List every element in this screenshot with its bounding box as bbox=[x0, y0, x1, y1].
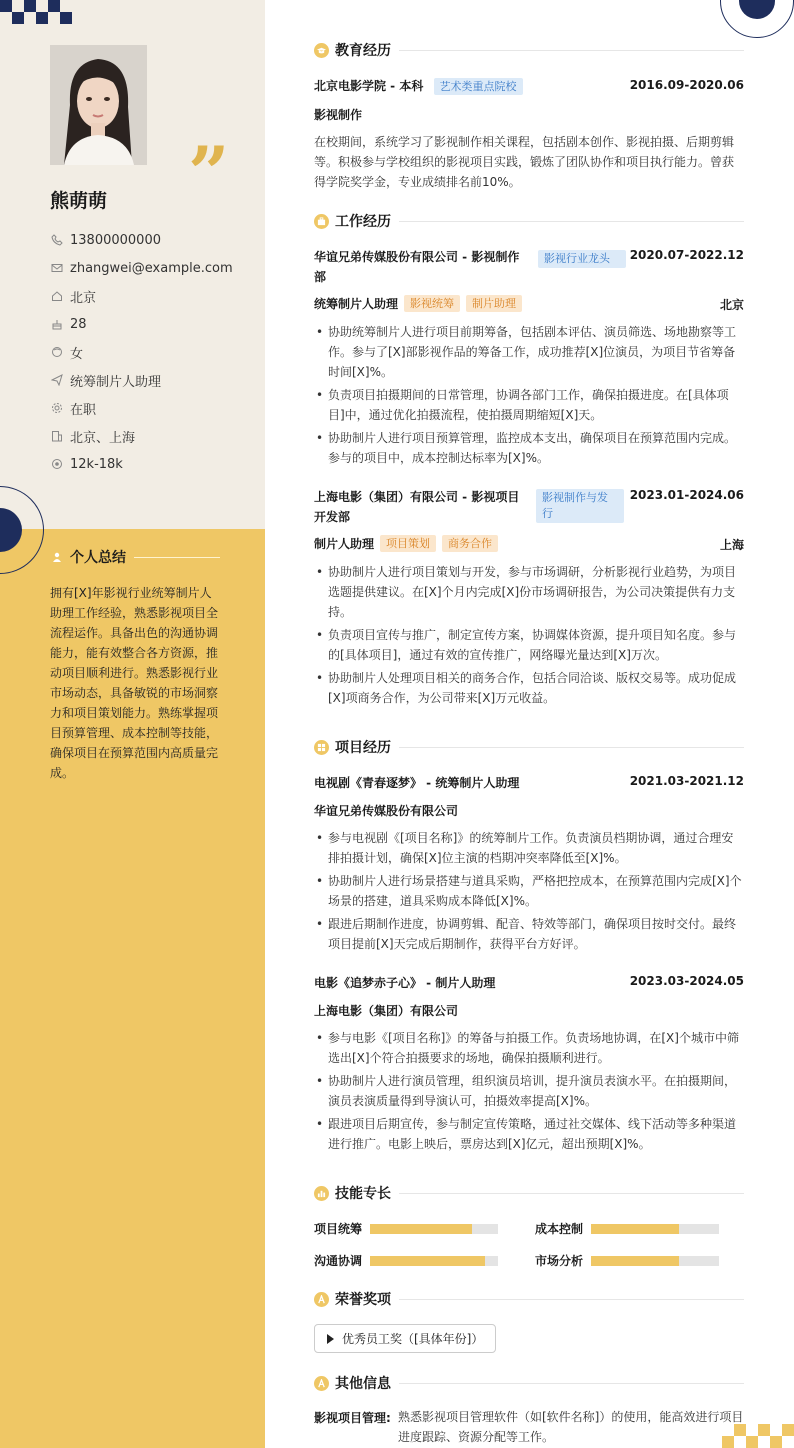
skill-bar bbox=[591, 1256, 719, 1266]
salary-value: 12k-18k bbox=[70, 456, 123, 472]
projects-rule bbox=[399, 747, 744, 748]
list-item: • 协助制片人进行项目策划与开发，参与市场调研，分析影视行业趋势，为项目选题提供建议。在[X]个月内完成[X]份市场调研报告，为公司决策提供有力支持。 bbox=[314, 562, 744, 622]
education-rule bbox=[399, 50, 744, 51]
skill-item bbox=[314, 1252, 362, 1269]
project-1-name: 电视剧《青春逐梦》 - 统筹制片人助理 bbox=[314, 776, 520, 790]
summary-text: 拥有[X]年影视行业统筹制片人助理工作经验，熟悉影视项目全流程运作。具备出色的沟通协调能力，能有效整合各方资源，推动项目顺利进行。熟悉影视行业市场动态，具备敏锐的市场洞察力和项目策划能力。熟练掌握项目预算管理、成本控制等技能，确保项目在预算范围内高质量完成。 bbox=[50, 586, 219, 780]
education-major: 影视制作 bbox=[314, 108, 363, 122]
skill-item bbox=[535, 1220, 583, 1237]
list-item: • 跟进项目后期宣传，参与制定宣传策略，通过社交媒体、线下活动等多种渠道进行推广。电影上映后，票房达到[X]亿元，超出预期[X]%。 bbox=[314, 1114, 744, 1154]
work-1-company: 华谊兄弟传媒股份有限公司 - 影视制作部 bbox=[314, 250, 520, 284]
project-2-bullets bbox=[314, 1028, 744, 1157]
gender-icon bbox=[50, 345, 64, 359]
graduation-cap-icon bbox=[314, 43, 329, 58]
work-1-role-row bbox=[314, 295, 522, 312]
work-2-tag: 影视制作与发行 bbox=[536, 489, 624, 523]
work-1-tag: 影视行业龙头 bbox=[538, 250, 626, 268]
project-1-company: 华谊兄弟传媒股份有限公司 bbox=[314, 804, 459, 818]
checker-decoration bbox=[0, 0, 76, 24]
email-value: zhangwei@example.com bbox=[70, 260, 233, 276]
skill-bar-fill bbox=[591, 1256, 679, 1266]
send-icon bbox=[50, 373, 64, 387]
award-icon bbox=[314, 1292, 329, 1307]
work-2-company: 上海电影（集团）有限公司 - 影视项目开发部 bbox=[314, 490, 520, 524]
work-1-bullets bbox=[314, 322, 744, 471]
list-item: • 协助制片人进行演员管理，组织演员培训，提升演员表演水平。在拍摄期间，演员表演质量得到导演认可，拍摄效率提高[X]%。 bbox=[314, 1071, 744, 1111]
summary-title: 个人总结 bbox=[70, 550, 126, 566]
info-position bbox=[50, 366, 233, 394]
sidebar bbox=[0, 0, 265, 1448]
work-1-skill-tag: 制片助理 bbox=[466, 295, 522, 312]
education-heading bbox=[314, 40, 744, 60]
work-1-date: 2020.07-2022.12 bbox=[629, 248, 744, 262]
info-target-city bbox=[50, 422, 233, 450]
skill-name: 项目统筹 bbox=[314, 1222, 363, 1236]
skill-name: 沟通协调 bbox=[314, 1254, 363, 1268]
work-1-skill-tag: 影视统筹 bbox=[404, 295, 460, 312]
skill-bar-fill bbox=[370, 1256, 485, 1266]
info-gender bbox=[50, 338, 233, 366]
info-age bbox=[50, 310, 233, 338]
quote-mark-icon: ” bbox=[188, 130, 224, 215]
work-2-date: 2023.01-2024.06 bbox=[629, 488, 744, 502]
info-email bbox=[50, 254, 233, 282]
education-desc: 在校期间，系统学习了影视制作相关课程，包括剧本创作、影视拍摄、后期剪辑等。积极参与学校组织的影视项目实践，锻炼了团队协作和项目执行能力。曾获得学院奖学金，专业成绩排名前10%。 bbox=[314, 135, 735, 189]
work-2-skill-tag: 商务合作 bbox=[442, 535, 498, 552]
skill-name: 成本控制 bbox=[535, 1222, 584, 1236]
education-date: 2016.09-2020.06 bbox=[629, 78, 744, 92]
profile-photo bbox=[50, 45, 147, 165]
skills-heading bbox=[314, 1183, 744, 1203]
education-tag: 艺术类重点院校 bbox=[434, 78, 523, 95]
profile-name: 熊萌萌 bbox=[50, 190, 108, 212]
project-2-date: 2023.03-2024.05 bbox=[629, 974, 744, 988]
mail-icon bbox=[50, 261, 64, 275]
other-heading bbox=[314, 1373, 744, 1393]
age-value: 28 bbox=[70, 316, 87, 332]
work-title: 工作经历 bbox=[335, 214, 391, 230]
list-item: • 协助制片人处理项目相关的商务合作，包括合同洽谈、版权交易等。成功促成[X]项商务合作，为公司带来[X]万元收益。 bbox=[314, 668, 744, 708]
gear-icon bbox=[50, 401, 64, 415]
grid-icon bbox=[314, 740, 329, 755]
skill-bar bbox=[370, 1224, 498, 1234]
work-2-city: 上海 bbox=[719, 538, 744, 552]
projects-title: 项目经历 bbox=[335, 740, 391, 756]
position-value: 统筹制片人助理 bbox=[70, 374, 162, 390]
work-heading bbox=[314, 211, 744, 231]
list-item: • 跟进后期制作进度，协调剪辑、配音、特效等部门，确保项目按时交付。最终项目提前[X]天完成后期制作，获得平台方好评。 bbox=[314, 914, 744, 954]
award-item[interactable] bbox=[314, 1324, 496, 1353]
work-2-bullets bbox=[314, 562, 744, 711]
skill-bar-fill bbox=[591, 1224, 679, 1234]
work-1-city: 北京 bbox=[719, 298, 744, 312]
other-text: 熟悉影视项目管理软件（如[软件名称]）的使用，能高效进行项目进度跟踪、资源分配等工作。 bbox=[398, 1410, 744, 1444]
coin-icon bbox=[50, 457, 64, 471]
play-icon bbox=[327, 1334, 334, 1344]
list-item: • 参与电影《[项目名称]》的筹备与拍摄工作。负责场地协调，在[X]个城市中筛选出[X]个符合拍摄要求的场地，确保拍摄顺利进行。 bbox=[314, 1028, 744, 1068]
projects-heading bbox=[314, 737, 744, 757]
list-item: • 协助统筹制片人进行项目前期筹备，包括剧本评估、演员筛选、场地勘察等工作。参与了[X]部影视作品的筹备工作，成功推荐[X]位演员，为项目节省筹备时间[X]%。 bbox=[314, 322, 744, 382]
home-icon bbox=[50, 289, 64, 303]
project-1-date: 2021.03-2021.12 bbox=[629, 774, 744, 788]
summary-heading bbox=[50, 547, 220, 567]
work-2-role-row bbox=[314, 535, 498, 552]
list-item: • 负责项目拍摄期间的日常管理，协调各部门工作，确保拍摄进度。在[具体项目]中，通过优化拍摄流程，使拍摄周期缩短[X]天。 bbox=[314, 385, 744, 425]
checker-decoration-bottom bbox=[722, 1424, 794, 1448]
city-value: 北京 bbox=[70, 290, 97, 306]
person-icon bbox=[50, 550, 64, 564]
list-item: • 参与电视剧《[项目名称]》的统筹制片工作。负责演员档期协调，通过合理安排拍摄计划，确保[X]位主演的档期冲突率降低至[X]%。 bbox=[314, 828, 744, 868]
briefcase-icon bbox=[314, 214, 329, 229]
info-phone bbox=[50, 226, 233, 254]
skills-title: 技能专长 bbox=[335, 1186, 391, 1202]
education-title: 教育经历 bbox=[335, 43, 391, 59]
info-icon bbox=[314, 1376, 329, 1391]
education-school-row bbox=[314, 77, 523, 95]
skills-rule bbox=[399, 1193, 744, 1194]
skill-item bbox=[535, 1252, 583, 1269]
other-label: 影视项目管理: bbox=[314, 1411, 391, 1425]
other-rule bbox=[399, 1383, 744, 1384]
cake-icon bbox=[50, 317, 64, 331]
work-1-role: 统筹制片人助理 bbox=[314, 297, 399, 311]
status-value: 在职 bbox=[70, 402, 97, 418]
awards-title: 荣誉奖项 bbox=[335, 1292, 391, 1308]
list-item: • 协助制片人进行项目预算管理，监控成本支出，确保项目在预算范围内完成。参与的项目中，成本控制达标率为[X]%。 bbox=[314, 428, 744, 468]
phone-value: 13800000000 bbox=[70, 232, 161, 248]
list-item: • 协助制片人进行场景搭建与道具采购，严格把控成本，在预算范围内完成[X]个场景的搭建，道具采购成本降低[X]%。 bbox=[314, 871, 744, 911]
info-salary bbox=[50, 450, 233, 478]
work-2-role: 制片人助理 bbox=[314, 537, 375, 551]
education-school: 北京电影学院 - 本科 bbox=[314, 79, 424, 93]
project-1-bullets bbox=[314, 828, 744, 957]
phone-icon bbox=[50, 233, 64, 247]
chart-icon bbox=[314, 1186, 329, 1201]
project-2-company: 上海电影（集团）有限公司 bbox=[314, 1004, 459, 1018]
work-2-skill-tag: 项目策划 bbox=[380, 535, 436, 552]
target-city-value: 北京、上海 bbox=[70, 430, 136, 446]
info-city bbox=[50, 282, 233, 310]
summary-divider bbox=[134, 557, 220, 558]
awards-rule bbox=[399, 1299, 744, 1300]
award-label: 优秀员工奖（[具体年份]） bbox=[342, 1332, 484, 1346]
project-2-name: 电影《追梦赤子心》 - 制片人助理 bbox=[314, 976, 496, 990]
awards-heading bbox=[314, 1289, 744, 1309]
work-rule bbox=[399, 221, 744, 222]
gender-value: 女 bbox=[70, 346, 84, 362]
info-status bbox=[50, 394, 233, 422]
list-item: • 负责项目宣传与推广，制定宣传方案，协调媒体资源，提升项目知名度。参与的[具体项目]，通过有效的宣传推广，网络曝光量达到[X]万次。 bbox=[314, 625, 744, 665]
building-icon bbox=[50, 429, 64, 443]
other-title: 其他信息 bbox=[335, 1376, 391, 1392]
skill-bar-fill bbox=[370, 1224, 472, 1234]
skill-item bbox=[314, 1220, 362, 1237]
skill-bar bbox=[370, 1256, 498, 1266]
contact-info-list bbox=[50, 226, 233, 478]
skill-name: 市场分析 bbox=[535, 1254, 584, 1268]
skill-bar bbox=[591, 1224, 719, 1234]
